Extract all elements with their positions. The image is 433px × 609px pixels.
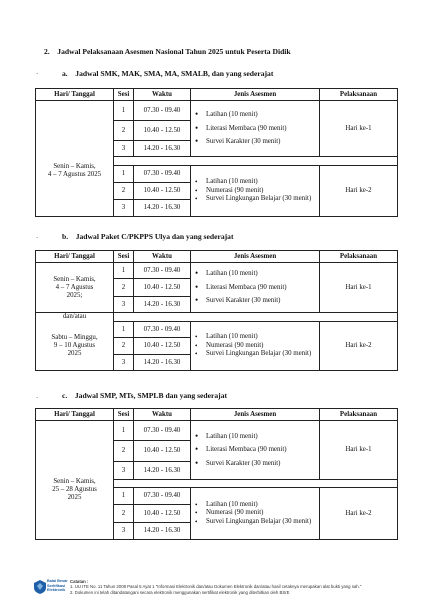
footer-note: 2. Dokumen ini telah ditandatangani secara elektronik menggunakan sertifikat elektronik yang diterbitkan oleh BSrE bbox=[70, 589, 290, 595]
sesi-cell: 2 bbox=[114, 505, 134, 523]
waktu-cell: 10.40 - 12.50 bbox=[134, 121, 191, 141]
header-sesi: Sesi bbox=[114, 89, 134, 101]
header-waktu: Waktu bbox=[134, 251, 191, 263]
sesi-cell: 3 bbox=[114, 200, 134, 217]
pelaksanaan-cell: Hari ke-2 bbox=[320, 166, 398, 217]
list-item: • Numerasi (90 menit) bbox=[192, 187, 318, 196]
list-item: • Literasi Membaca (90 menit) bbox=[192, 281, 318, 295]
waktu-cell: 07.30 - 09.40 bbox=[134, 488, 191, 505]
pelaksanaan-cell: Hari ke-1 bbox=[320, 101, 398, 157]
sesi-cell: 3 bbox=[114, 355, 134, 371]
sesi-cell: 1 bbox=[114, 166, 134, 183]
hari-cell: Senin – Kamis, 4 – 7 Agustus 2025 bbox=[36, 101, 114, 217]
header-hari: Hari/ Tanggal bbox=[36, 409, 114, 421]
header-hari: Hari/ Tanggal bbox=[36, 251, 114, 263]
list-item: • Numerasi (90 menit) bbox=[192, 342, 318, 351]
waktu-cell: 07.30 - 09.40 bbox=[134, 263, 191, 279]
header-hari: Hari/ Tanggal bbox=[36, 89, 114, 101]
sesi-cell: 1 bbox=[114, 263, 134, 279]
margin-mark: ` bbox=[36, 72, 39, 80]
pelaksanaan-cell: Hari ke-1 bbox=[320, 263, 398, 313]
sesi-cell: 2 bbox=[114, 279, 134, 297]
logo-text-line: Balai Besar bbox=[47, 579, 68, 583]
footer-notes bbox=[70, 579, 361, 595]
pelaksanaan-cell: Hari ke-1 bbox=[320, 421, 398, 480]
bsre-logo-icon bbox=[34, 580, 46, 594]
section-title: 2. Jadwal Pelaksanaan Asesmen Nasional Tahun 2025 untuk Peserta Didik bbox=[44, 47, 291, 56]
header-pelaksanaan: Pelaksanaan bbox=[320, 251, 398, 263]
catatan-label: Catatan : bbox=[70, 579, 89, 584]
header-sesi: Sesi bbox=[114, 251, 134, 263]
pelaksanaan-cell: Hari ke-2 bbox=[320, 322, 398, 371]
list-item: • Survei Karakter (30 menit) bbox=[192, 135, 318, 149]
hari-cell: Sabtu – Minggu, 9 – 10 Agustus 2025 bbox=[36, 322, 114, 371]
margin-mark: ` bbox=[36, 396, 39, 404]
sesi-cell: 2 bbox=[114, 441, 134, 462]
jenis-cell bbox=[191, 166, 320, 217]
list-item: • Survei Lingkungan Belajar (30 menit) bbox=[192, 195, 318, 204]
waktu-cell: 14.20 - 16.30 bbox=[134, 297, 191, 313]
list-item: • Numerasi (90 menit) bbox=[192, 509, 318, 518]
subtitle-a: a. Jadwal SMK, MAK, SMA, MA, SMALB, dan yang sederajat bbox=[62, 69, 274, 78]
sesi-cell: 1 bbox=[114, 322, 134, 338]
schedule-table-b bbox=[35, 250, 398, 371]
waktu-cell: 10.40 - 12.50 bbox=[134, 338, 191, 355]
sesi-cell: 1 bbox=[114, 488, 134, 505]
gap-row bbox=[114, 480, 398, 488]
header-waktu: Waktu bbox=[134, 89, 191, 101]
waktu-cell: 07.30 - 09.40 bbox=[134, 101, 191, 121]
schedule-table-c bbox=[35, 408, 398, 540]
list-item: • Survei Karakter (30 menit) bbox=[192, 457, 318, 471]
jenis-cell bbox=[191, 322, 320, 371]
waktu-cell: 14.20 - 16.30 bbox=[134, 462, 191, 480]
waktu-cell: 10.40 - 12.50 bbox=[134, 279, 191, 297]
waktu-cell: 10.40 - 12.50 bbox=[134, 183, 191, 200]
sesi-cell: 3 bbox=[114, 523, 134, 540]
sesi-cell: 2 bbox=[114, 338, 134, 355]
header-waktu: Waktu bbox=[134, 409, 191, 421]
sesi-cell: 2 bbox=[114, 121, 134, 141]
subtitle-c: c. Jadwal SMP, MTs, SMPLB dan yang sederajat bbox=[62, 391, 228, 400]
footer-note: 1. UU ITE No. 11 Tahun 2008 Pasal 5 Ayat 1 "Informasi Elektronik dan/atau Dokumen Elektronik dan/atau hasil cetaknya merupakan alat bukti yang sah." bbox=[70, 584, 362, 590]
bsre-logo bbox=[34, 577, 66, 599]
list-item: • Latihan (10 menit) bbox=[192, 108, 318, 122]
jenis-cell bbox=[191, 263, 320, 313]
list-item: • Survei Karakter (30 menit) bbox=[192, 294, 318, 308]
list-item: • Latihan (10 menit) bbox=[192, 501, 318, 510]
sesi-cell: 3 bbox=[114, 141, 134, 157]
list-item: • Latihan (10 menit) bbox=[192, 267, 318, 281]
list-item: • Literasi Membaca (90 menit) bbox=[192, 122, 318, 136]
list-item: • Latihan (10 menit) bbox=[192, 430, 318, 444]
hari-cell: Senin – Kamis, 4 – 7 Agustus 2025; bbox=[36, 263, 114, 313]
header-pelaksanaan: Pelaksanaan bbox=[320, 409, 398, 421]
waktu-cell: 14.20 - 16.30 bbox=[134, 141, 191, 157]
sesi-cell: 2 bbox=[114, 183, 134, 200]
sesi-cell: 1 bbox=[114, 101, 134, 121]
waktu-cell: 07.30 - 09.40 bbox=[134, 322, 191, 338]
logo-text-line: Sertifikasi bbox=[47, 583, 66, 588]
list-item: • Survei Lingkungan Belajar (30 menit) bbox=[192, 518, 318, 527]
list-item: • Latihan (10 menit) bbox=[192, 178, 318, 187]
waktu-cell: 10.40 - 12.50 bbox=[134, 505, 191, 523]
waktu-cell: 14.20 - 16.30 bbox=[134, 200, 191, 217]
margin-mark: ` bbox=[36, 236, 39, 244]
header-pelaksanaan: Pelaksanaan bbox=[320, 89, 398, 101]
gap-row bbox=[114, 157, 398, 166]
list-item: • Survei Lingkungan Belajar (30 menit) bbox=[192, 350, 318, 359]
jenis-cell bbox=[191, 421, 320, 480]
waktu-cell: 07.30 - 09.40 bbox=[134, 421, 191, 441]
hari-cell: dan/atau bbox=[36, 313, 114, 322]
header-jenis: Jenis Asesmen bbox=[191, 89, 320, 101]
hari-cell: Senin – Kamis, 25 – 28 Agustus 2025 bbox=[36, 421, 114, 540]
waktu-cell: 14.20 - 16.30 bbox=[134, 523, 191, 540]
waktu-cell: 14.20 - 16.30 bbox=[134, 355, 191, 371]
jenis-cell bbox=[191, 488, 320, 540]
waktu-cell: 07.30 - 09.40 bbox=[134, 166, 191, 183]
sesi-cell: 1 bbox=[114, 421, 134, 441]
header-jenis: Jenis Asesmen bbox=[191, 409, 320, 421]
sesi-cell: 3 bbox=[114, 462, 134, 480]
waktu-cell: 10.40 - 12.50 bbox=[134, 441, 191, 462]
logo-text-line: Elektronik bbox=[47, 588, 66, 593]
header-jenis: Jenis Asesmen bbox=[191, 251, 320, 263]
subtitle-b: b. Jadwal Paket C/PKPPS Ulya dan yang sederajat bbox=[62, 232, 234, 241]
list-item: • Literasi Membaca (90 menit) bbox=[192, 443, 318, 457]
list-item: • Latihan (10 menit) bbox=[192, 333, 318, 342]
jenis-cell bbox=[191, 101, 320, 157]
sesi-cell: 3 bbox=[114, 297, 134, 313]
schedule-table-a bbox=[35, 88, 398, 217]
header-sesi: Sesi bbox=[114, 409, 134, 421]
pelaksanaan-cell: Hari ke-2 bbox=[320, 488, 398, 540]
gap-row bbox=[114, 313, 398, 322]
